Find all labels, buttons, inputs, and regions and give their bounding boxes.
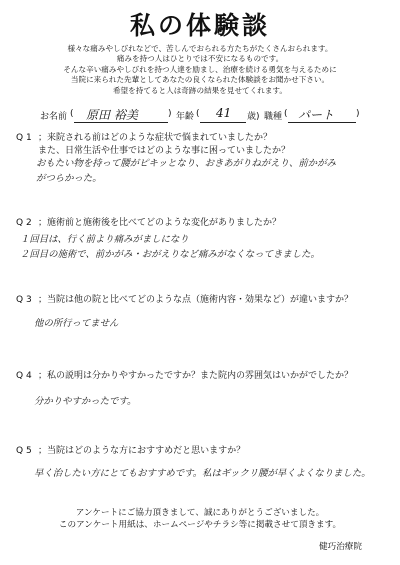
- answer-3: [34, 316, 118, 331]
- question-text: ；当院はどのような方におすすめだと思いますか？: [38, 446, 246, 456]
- question-text: ；私の説明は分かりやすかったですか？また院内の雰囲気はいかがでしたか？: [38, 371, 354, 381]
- question-text: また、日常生活や仕事ではどのような事に困っていましたか？: [38, 145, 291, 156]
- question-number: Q 2: [16, 218, 32, 228]
- question-text: ；施術前と施術後を比べてどのような変化がありましたか？: [38, 218, 282, 228]
- question-2: [16, 217, 281, 230]
- name-open-paren: (: [70, 109, 74, 119]
- footer-text: [0, 508, 400, 531]
- answer-line: がつらかった。: [36, 173, 102, 184]
- question-text: ；当院は他の院と比べてどのような点（施術内容・効果など）が違いますか？: [38, 295, 354, 305]
- answer-line: 他の所行ってません: [34, 318, 119, 329]
- answer-line: ２回目の施術で、前かがみ・おがえりなど痛みがなくなってきました。: [20, 249, 320, 260]
- question-4: [16, 370, 353, 383]
- intro-line: 痛みを持つ人はひとりでは不安になるものです。: [116, 54, 284, 64]
- answer-line: １回目は、行く前より痛みがましになり: [20, 234, 189, 245]
- question-number: Q 1: [16, 133, 32, 143]
- footer-line: このアンケート用紙は、ホームページやチラシ等に掲載させて頂きます。: [58, 519, 342, 530]
- answer-1: [36, 156, 336, 186]
- question-number: Q 5: [16, 446, 32, 456]
- job-underline: [288, 122, 356, 123]
- footer-line: アンケートにご協力頂きまして、誠にありがとうございました。: [75, 508, 325, 518]
- question-5: [16, 445, 245, 458]
- intro-line: 様々な痛みやしびれなどで、苦しんでおられる方たちがたくさんおられます。: [67, 44, 333, 53]
- answer-line: おもたい物を持って腰がピキッとなり、おきあがりねがえり、前かがみ: [36, 158, 336, 169]
- answer-5: [34, 466, 371, 481]
- clinic-name: 健巧治療院: [319, 542, 362, 552]
- age-label: 年齢: [176, 112, 195, 122]
- question-1: [16, 132, 290, 157]
- question-text: ；来院される前はどのような症状で悩まれていましたか？: [38, 133, 273, 143]
- age-underline: [200, 122, 246, 123]
- age-open-paren: (: [196, 109, 200, 119]
- age-value: 41: [216, 106, 232, 120]
- intro-text: [10, 44, 390, 96]
- page-title: 私の体験談: [129, 11, 270, 40]
- answer-4: [34, 394, 136, 409]
- job-open-paren: (: [284, 109, 288, 119]
- name-value: 原田 裕美: [86, 108, 138, 122]
- question-number: Q 4: [16, 371, 32, 381]
- answer-line: 分かりやすかったです。: [34, 396, 137, 407]
- answer-line: 早く治したい方にとてもおすすめです。私はギックリ腰が早くよくなりました。: [34, 468, 371, 479]
- intro-line: 希望を持てると人は奇跡の結果を見せてくれます。: [112, 85, 288, 95]
- job-label: 職種: [264, 112, 283, 122]
- name-label: お名前: [40, 112, 68, 122]
- answer-2: [20, 232, 320, 262]
- intro-line: 当院に来られた先輩としてあなたの良くなられた体験談をお聞かせ下さい。: [70, 75, 330, 85]
- job-close-paren: ): [356, 109, 360, 119]
- name-underline: [74, 122, 168, 123]
- age-unit: 歳): [247, 112, 260, 122]
- job-value: パート: [298, 108, 335, 122]
- question-3: [16, 294, 353, 307]
- intro-line: そんな辛い痛みやしびれを持つ人達を励まし、治療を続ける勇気を与えるために: [63, 64, 337, 74]
- question-number: Q 3: [16, 295, 32, 305]
- name-close-paren: ): [168, 109, 172, 119]
